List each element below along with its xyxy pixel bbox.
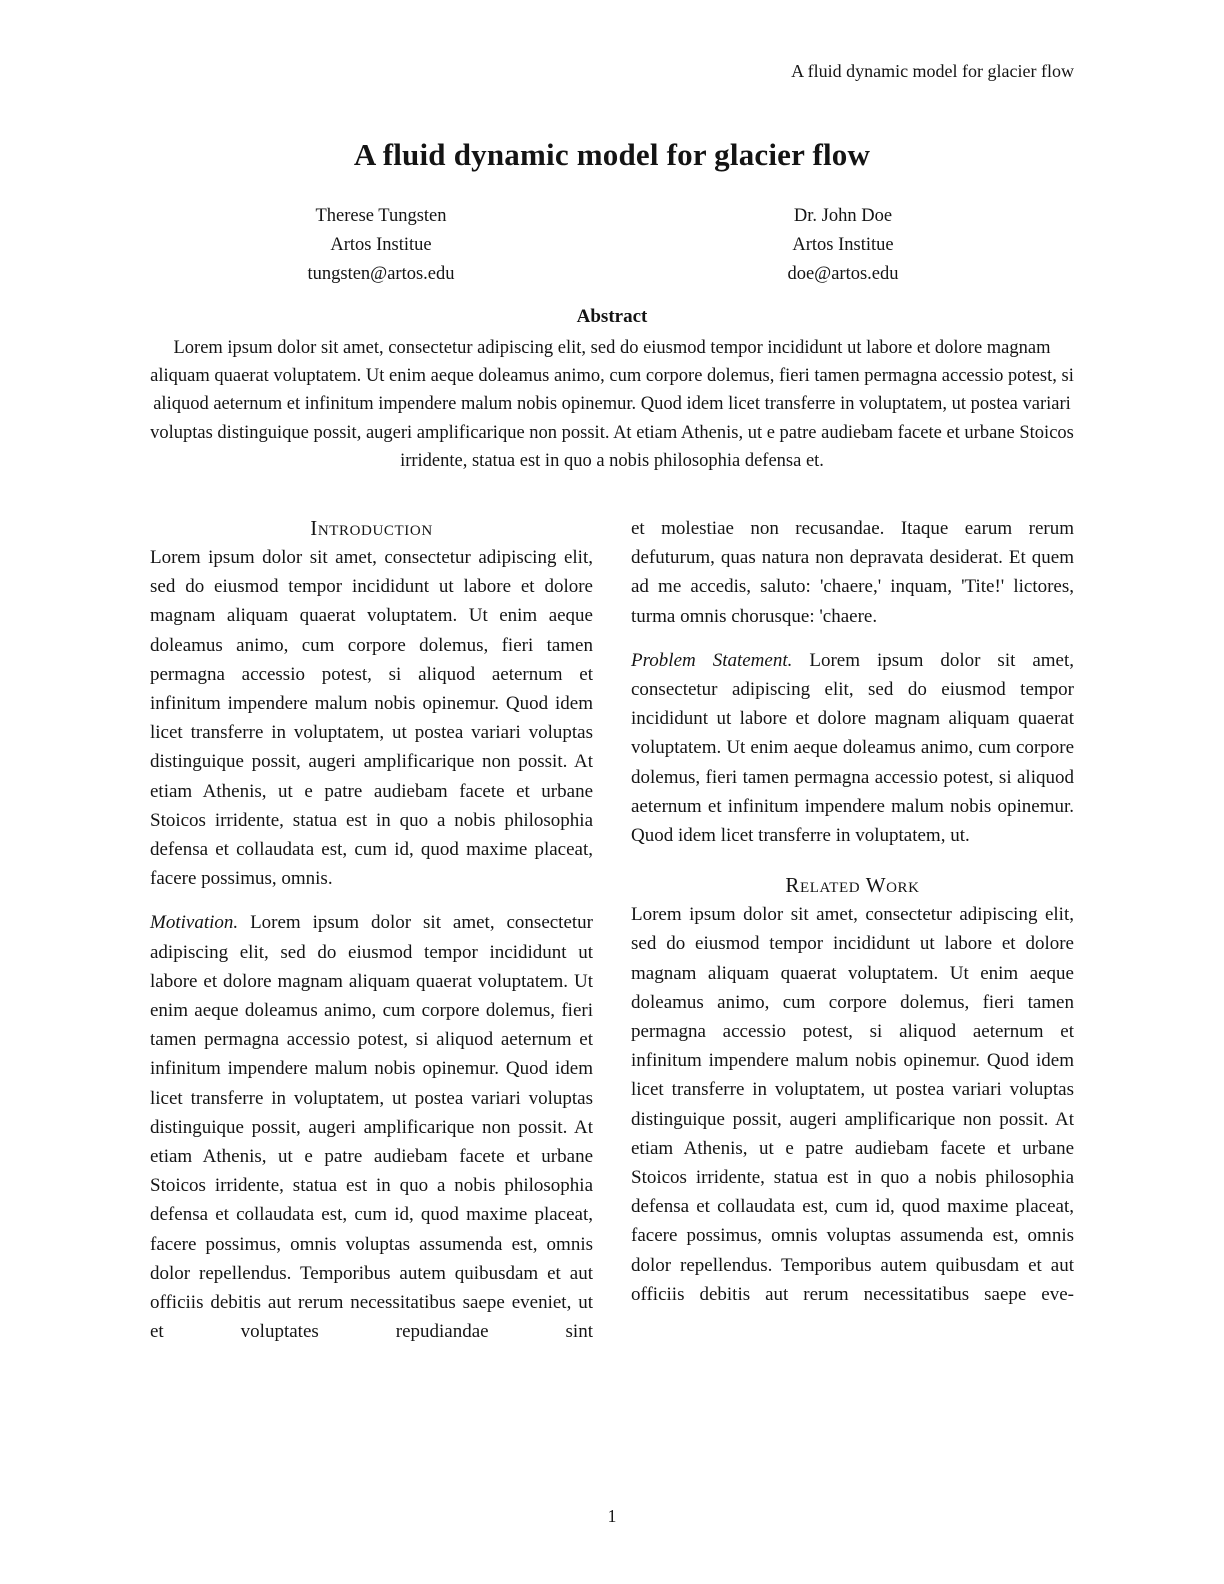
paragraph-motivation-continued: et molestiae non recusandae. Itaque earum rerum defuturum, quas natura non depravata desiderat. Et quem ad me accedis, saluto: 'chaere,' inquam, 'Tite!' lictores, turma omnis chorusque: 'chaere. xyxy=(631,518,1074,627)
paragraph-related-work: Lorem ipsum dolor sit amet, consectetur adipiscing elit, sed do eiusmod tempor incididunt ut labore et dolore magnam aliquam quaerat voluptatem. Ut enim aeque doleamus animo, cum corpore dolemus, fieri tamen permagna accessio potest, si aliquod aeternum et infinitum impendere malum nobis opinemur. Quod idem licet transferre in voluptatem, ut postea variari voluptas distinguique possit, augeri amplificarique non possit. At etiam Athenis, ut e patre audiebam facete et urbane Stoicos irridente, statua est in quo a nobis philosophia defensa et collaudata est, cum id, quod maxime placeat, facere possimus, omnis voluptas assumenda est, omnis dolor repellendus. Temporibus autem quibusdam et aut officiis debitis aut rerum necessitatibus saepe eve- xyxy=(631,904,1074,1305)
author-1 xyxy=(150,202,612,289)
paragraph-lead-motivation: Motivation. xyxy=(150,912,239,934)
abstract-heading: Abstract xyxy=(576,306,648,327)
section-heading-related-work: Related Work xyxy=(785,873,920,898)
author-name: Therese Tungsten xyxy=(315,206,447,226)
page-title: A fluid dynamic model for glacier flow xyxy=(353,137,871,172)
paragraph-introduction: Lorem ipsum dolor sit amet, consectetur adipiscing elit, sed do eiusmod tempor incididunt ut labore et dolore magnam aliquam quaerat voluptatem. Ut enim aeque doleamus animo, cum corpore dolemus, fieri tamen permagna accessio potest, si aliquod aeternum et infinitum impendere malum nobis opinemur. Quod idem licet transferre in voluptatem, ut postea variari voluptas distinguique possit, augeri amplificarique non possit. At etiam Athenis, ut e patre audiebam facete et urbane Stoicos irridente, statua est in quo a nobis philosophia defensa et collaudata est, cum id, quod maxime placeat, facere possimus, omnis. xyxy=(150,547,593,890)
right-column xyxy=(631,514,1074,1346)
author-2 xyxy=(612,202,1074,289)
author-affiliation: Artos Institue xyxy=(792,235,894,255)
running-head xyxy=(150,0,1074,81)
paragraph-motivation xyxy=(150,908,593,1346)
body-columns xyxy=(150,514,1074,1346)
author-email: doe@artos.edu xyxy=(787,264,899,284)
paragraph-lead-problem-statement: Problem Statement. xyxy=(631,649,793,671)
left-column xyxy=(150,514,593,1346)
author-name: Dr. John Doe xyxy=(793,206,893,226)
author-email: tungsten@artos.edu xyxy=(307,264,455,284)
running-head-text: A fluid dynamic model for glacier flow xyxy=(791,61,1074,81)
paragraph-problem-statement xyxy=(631,646,1074,850)
paragraph-motivation-text: Lorem ipsum dolor sit amet, consectetur adipiscing elit, sed do eiusmod tempor incididunt ut labore et dolore magnam aliquam quaerat voluptatem. Ut enim aeque doleamus animo, cum corpore dolemus, fieri tamen permagna accessio potest, si aliquod aeternum et infinitum impendere malum nobis opinemur. Quod idem licet transferre in voluptatem, ut postea variari voluptas distinguique possit, augeri amplificarique non possit. At etiam Athenis, ut e patre audiebam facete et urbane Stoicos irridente, statua est in quo a nobis philosophia defensa et collaudata est, cum id, quod maxime placeat, facere possimus, omnis voluptas assumenda est, omnis dolor repellendus. Temporibus autem quibusdam et aut officiis debitis aut rerum necessitatibus saepe eveniet, ut et voluptates repudiandae sint xyxy=(150,912,593,1343)
author-block xyxy=(150,202,1074,289)
abstract-text: Lorem ipsum dolor sit amet, consectetur adipiscing elit, sed do eiusmod tempor incididunt ut labore et dolore magnam aliquam quaerat voluptatem. Ut enim aeque doleamus animo, cum corpore dolemus, fieri tamen permagna accessio potest, si aliquod aeternum et infinitum impendere malum nobis opinemur. Quod idem licet transferre in voluptatem, ut postea variari voluptas distinguique possit, augeri amplificarique non possit. At etiam Athenis, ut e patre audiebam facete et urbane Stoicos irridente, statua est in quo a nobis philosophia defensa et. xyxy=(150,338,1074,471)
section-heading-introduction: Introduction xyxy=(310,516,433,541)
page-number: 1 xyxy=(607,1506,617,1526)
paragraph-problem-statement-text: Lorem ipsum dolor sit amet, consectetur adipiscing elit, sed do eiusmod tempor incididunt ut labore et dolore magnam aliquam quaerat voluptatem. Ut enim aeque doleamus animo, cum corpore dolemus, fieri tamen permagna accessio potest, si aliquod aeternum et infinitum impendere malum nobis opinemur. Quod idem licet transferre in voluptatem, ut. xyxy=(631,649,1075,847)
author-affiliation: Artos Institue xyxy=(330,235,432,255)
